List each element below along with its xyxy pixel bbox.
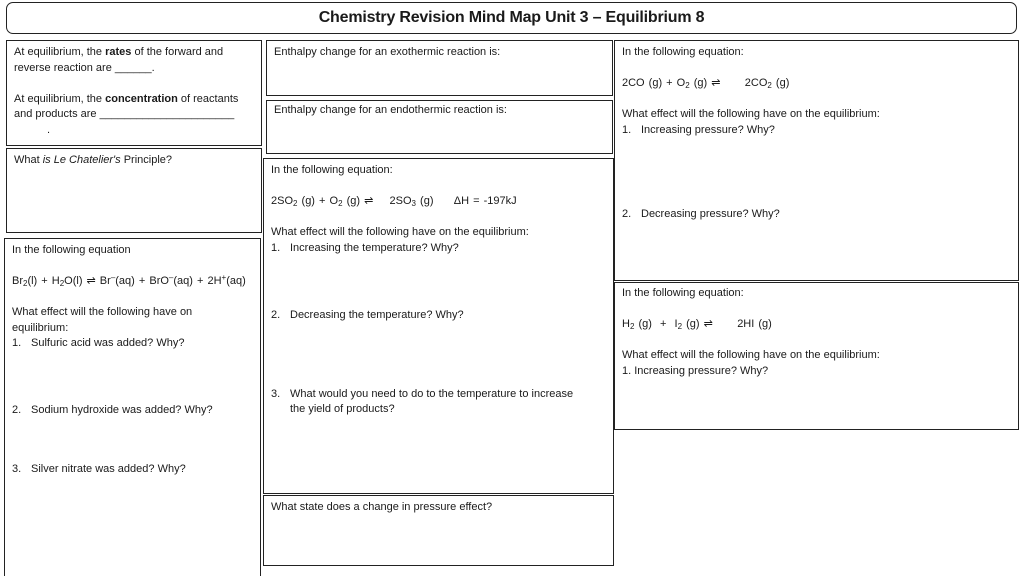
le-chatelier-question: What is Le Chatelier's Principle? (14, 154, 173, 166)
rates-line-1: At equilibrium, the rates of the forward and (14, 46, 224, 58)
so2-intro: In the following equation: (271, 164, 393, 176)
endothermic-box (266, 100, 613, 154)
rates-concentration-box (6, 40, 262, 146)
exothermic-box (266, 40, 613, 96)
so2-question: What effect will the following have on the equilibrium: (271, 226, 529, 238)
title-banner (6, 2, 1017, 34)
concentration-line-2: and products are ______________________ (14, 108, 235, 120)
rates-line-2: reverse reaction are ______. (14, 61, 155, 74)
bromine-question-line-1: What effect will the following have on (12, 306, 193, 318)
so2-q3-line-1: 3. What would you need to do to the temperature to increase (271, 387, 574, 400)
bromine-intro: In the following equation (12, 244, 131, 256)
pressure-state-box (263, 495, 614, 566)
hydrogen-iodide-equilibrium-box (614, 282, 1019, 430)
co-q2: 2. Decreasing pressure? Why? (622, 208, 780, 220)
so2-q2: 2. Decreasing the temperature? Why? (271, 309, 464, 321)
bromine-question-line-2: equilibrium: (12, 321, 69, 334)
so2-q3-line-2: the yield of products? (290, 403, 395, 415)
bromine-equilibrium-box (4, 238, 261, 576)
bromine-q2: 2. Sodium hydroxide was added? Why? (12, 403, 213, 416)
bromine-q3: 3. Silver nitrate was added? Why? (12, 463, 186, 475)
co-question: What effect will the following have on the equilibrium: (622, 108, 880, 120)
hi-intro: In the following equation: (622, 287, 744, 299)
exothermic-question: Enthalpy change for an exothermic reaction is: (274, 46, 501, 58)
endothermic-question: Enthalpy change for an endothermic reaction is: (274, 104, 507, 116)
hi-equation: $H_2$ $(g) + I_2$ (g) ⇌ 2HI (g) (622, 318, 772, 331)
co-intro: In the following equation: (622, 46, 744, 58)
hi-q1: 1. Increasing pressure? Why? (622, 364, 769, 377)
so2-equation: $2SO_2$ $(g) + O_2$ (g) ⇌ $2SO_3$ (g) ΔH = -197kJ (271, 195, 517, 208)
le-chatelier-box (6, 148, 262, 233)
concentration-line-3: . (47, 123, 51, 136)
hi-question: What effect will the following have on the equilibrium: (622, 349, 880, 361)
bromine-equation: $Br_2(l) + H_2O(l)$ ⇌ Br–(aq) + BrO–(aq) + 2H+(aq) (12, 273, 246, 288)
co-equation: 2CO $(g) + O_2$ (g) ⇌ $2CO_2$ (g) (622, 77, 790, 90)
so2-q1: 1. Increasing the temperature? Why? (271, 241, 459, 254)
page-title: Chemistry Revision Mind Map Unit 3 – Equilibrium 8 (318, 9, 705, 27)
concentration-line-1: At equilibrium, the concentration of reactants (14, 92, 239, 105)
sulfur-dioxide-equilibrium-box (263, 158, 614, 494)
pressure-state-question: What state does a change in pressure effect? (271, 501, 493, 513)
co-q1: 1. Increasing pressure? Why? (622, 123, 775, 136)
carbon-monoxide-equilibrium-box (614, 40, 1019, 281)
bromine-q1: 1. Sulfuric acid was added? Why? (12, 337, 185, 349)
